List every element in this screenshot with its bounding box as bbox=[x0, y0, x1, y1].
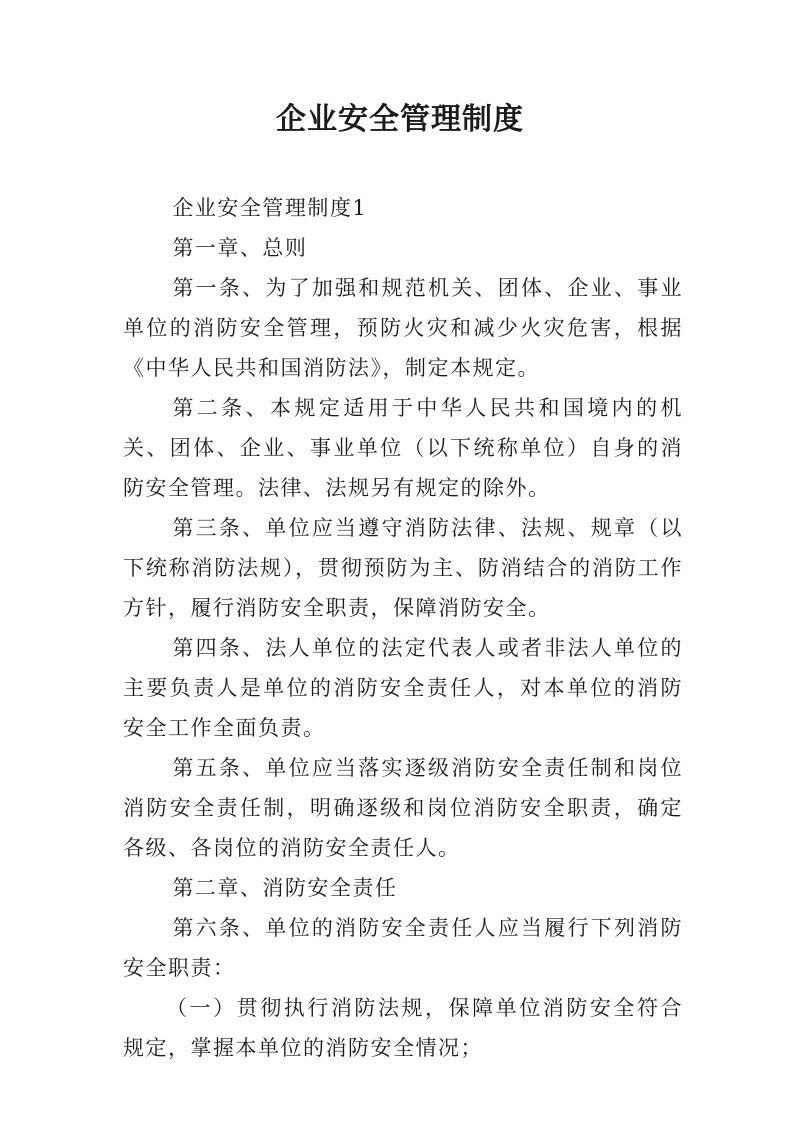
article-paragraph: 第五条、单位应当落实逐级消防安全责任制和岗位消防安全责任制，明确逐级和岗位消防安全职责，确定各级、各岗位的消防安全责任人。 bbox=[123, 756, 683, 860]
article-paragraph: 第三条、单位应当遵守消防法律、法规、规章（以下统称消防法规），贯彻预防为主、防消结合的消防工作方针，履行消防安全职责，保障消防安全。 bbox=[123, 516, 683, 620]
chapter-heading: 第二章、消防安全责任 bbox=[172, 876, 398, 900]
document-title: 企业安全管理制度 bbox=[276, 102, 524, 137]
article-paragraph: 第一条、为了加强和规范机关、团体、企业、事业单位的消防安全管理，预防火灾和减少火灾危害，根据《中华人民共和国消防法》，制定本规定。 bbox=[123, 276, 683, 380]
article-paragraph: 第二条、本规定适用于中华人民共和国境内的机关、团体、企业、事业单位（以下统称单位）自身的消防安全管理。法律、法规另有规定的除外。 bbox=[123, 396, 683, 500]
sub-item-paragraph: （一）贯彻执行消防法规，保障单位消防安全符合规定，掌握本单位的消防安全情况； bbox=[123, 996, 683, 1060]
document-body bbox=[123, 188, 683, 1068]
article-paragraph: 第六条、单位的消防安全责任人应当履行下列消防安全职责： bbox=[123, 916, 683, 980]
section-heading: 企业安全管理制度1 bbox=[172, 196, 368, 220]
article-paragraph: 第四条、法人单位的法定代表人或者非法人单位的主要负责人是单位的消防安全责任人，对本单位的消防安全工作全面负责。 bbox=[123, 636, 683, 740]
chapter-heading: 第一章、总则 bbox=[172, 236, 308, 260]
